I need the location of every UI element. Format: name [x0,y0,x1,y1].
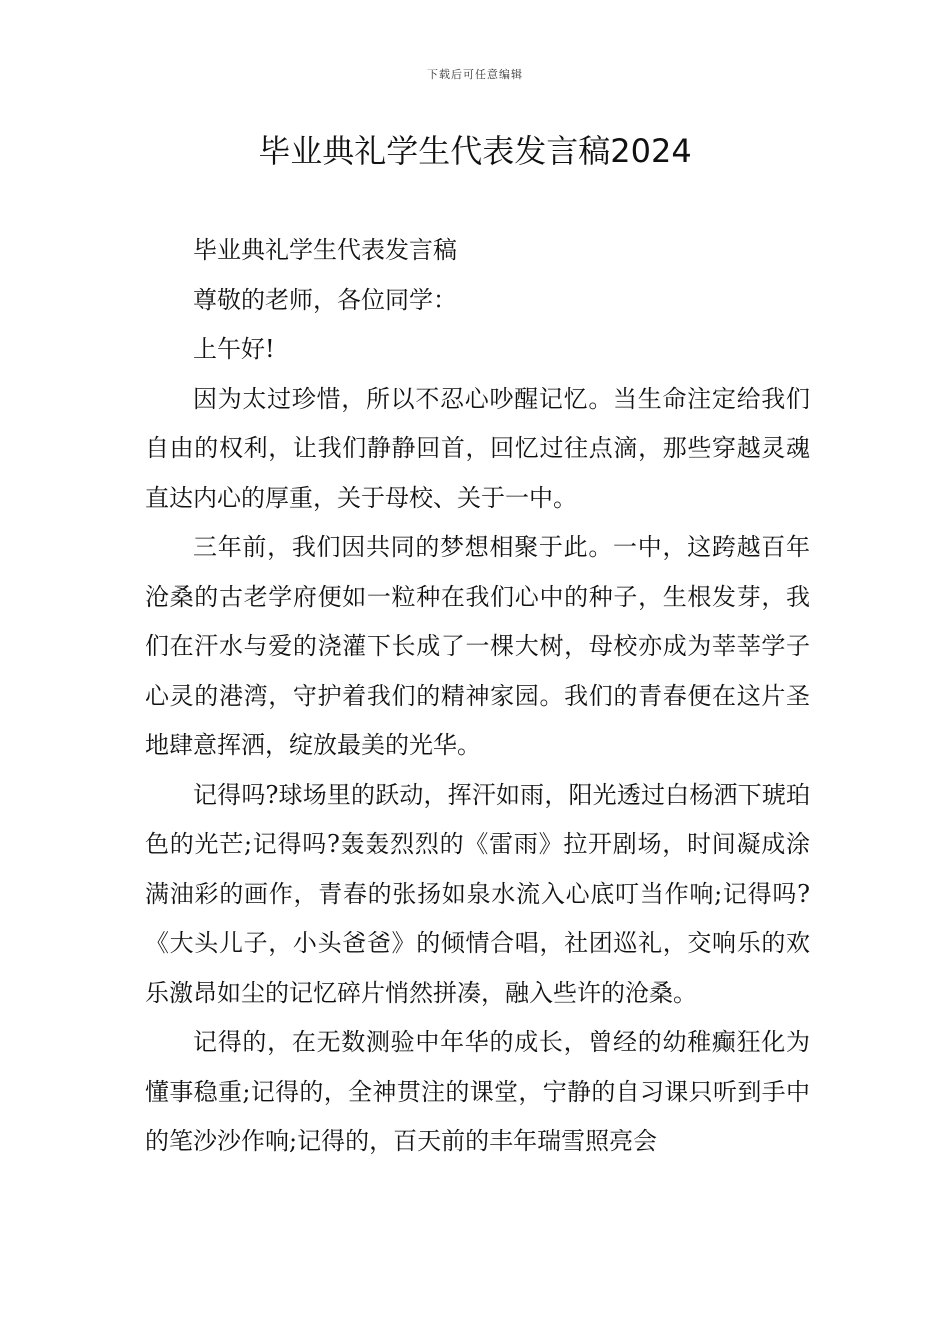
paragraph: 三年前，我们因共同的梦想相聚于此。一中，这跨越百年沧桑的古老学府便如一粒种在我们心中的种子，生根发芽，我们在汗水与爱的浇灌下长成了一棵大树，母校亦成为莘莘学子心灵的港湾，守护着我们的精神家园。我们的青春便在这片圣地肆意挥洒，绽放最美的光华。 [145,533,810,759]
paragraph-salutation: 尊敬的老师，各位同学： [193,285,457,314]
paragraph: 记得吗?球场里的跃动，挥汗如雨，阳光透过白杨洒下琥珀色的光芒;记得吗?轰轰烈烈的《雷雨》拉开剧场，时间凝成涂满油彩的画作，青春的张扬如泉水流入心底叮当作响;记得吗?《大头儿子，小头爸爸》的倾情合唱，社团巡礼，交响乐的欢乐激昂如尘的记忆碎片悄然拼凑，融入些许的沧桑。 [145,780,810,1007]
header-note: 下载后可任意编辑 [427,68,523,81]
document-body [145,226,810,1167]
paragraph-greeting: 上午好! [193,335,275,363]
paragraph: 因为太过珍惜，所以不忍心吵醒记忆。当生命注定给我们自由的权利，让我们静静回首，回忆过往点滴，那些穿越灵魂直达内心的厚重，关于母校、关于一中。 [145,384,810,512]
paragraph-subtitle: 毕业典礼学生代表发言稿 [193,236,457,264]
paragraph: 记得的，在无数测验中年华的成长，曾经的幼稚癫狂化为懂事稳重;记得的，全神贯注的课堂，宁静的自习课只听到手中的笔沙沙作响;记得的，百天前的丰年瑞雪照亮会 [145,1028,810,1155]
document-title: 毕业典礼学生代表发言稿2024 [258,132,692,170]
